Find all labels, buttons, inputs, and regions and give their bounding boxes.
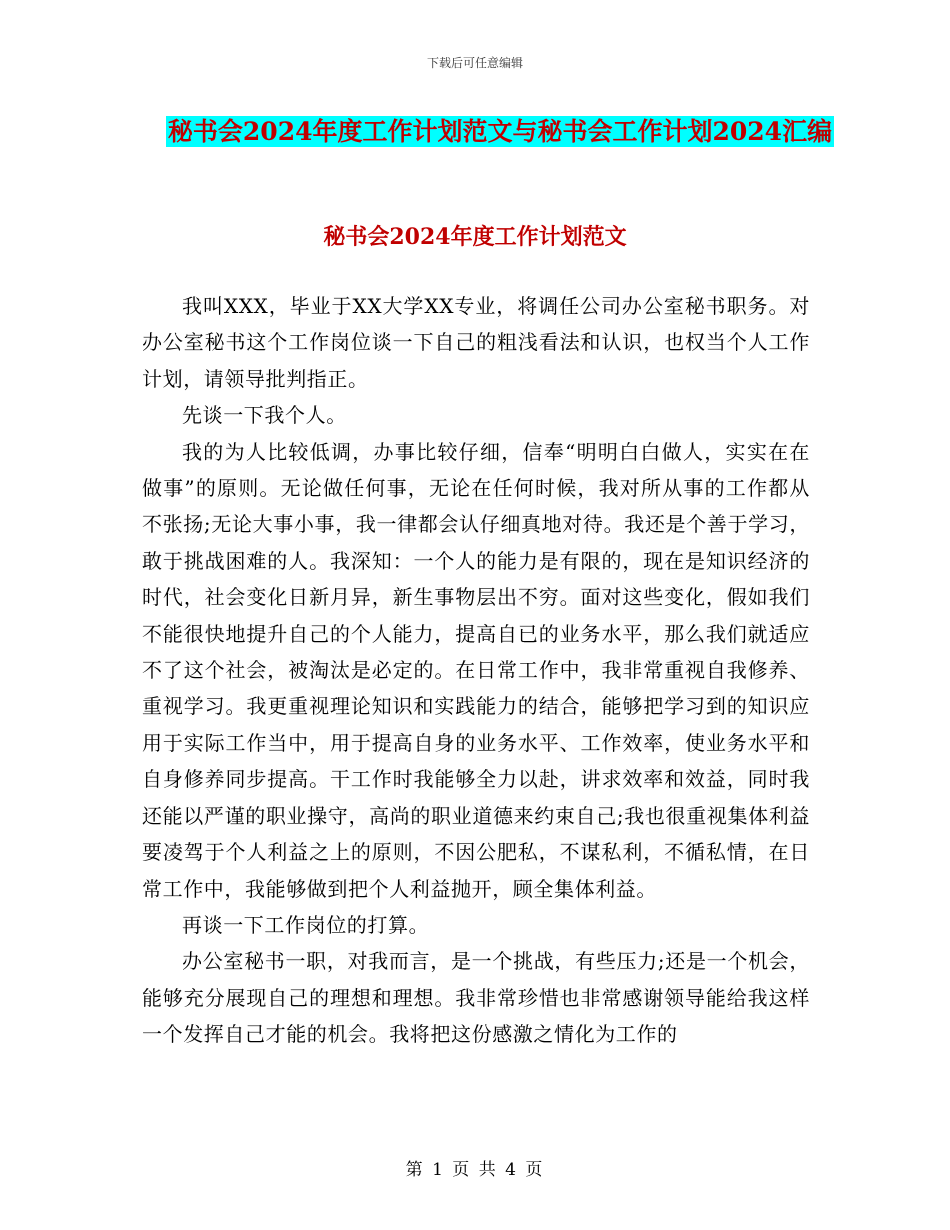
- document-body: [142, 288, 810, 1053]
- paragraph: 再谈一下工作岗位的打算。: [182, 912, 430, 937]
- paragraph: 我的为人比较低调，办事比较仔细，信奉“明明白白做人，实实在在做事”的原则。无论做任何事，无论在任何时候，我对所从事的工作都从不张扬;无论大事小事，我一律都会认仔细真地对待。我还是个善于学习，敢于挑战困难的人。我深知：一个人的能力是有限的，现在是知识经济的时代，社会变化日新月异，新生事物层出不穷。面对这些变化，假如我们不能很快地提升自己的个人能力，提高自已的业务水平，那么我们就适应不了这个社会，被淘汰是必定的。在日常工作中，我非常重视自我修养、重视学习。我更重视理论知识和实践能力的结合，能够把学习到的知识应用于实际工作当中，用于提高自身的业务水平、工作效率，使业务水平和自身修养同步提高。干工作时我能够全力以赴，讲求效率和效益，同时我还能以严谨的职业操守，高尚的职业道德来约束自己;我也很重视集体利益要凌驾于个人利益之上的原则，不因公肥私，不谋私利，不循私情，在日常工作中，我能够做到把个人利益抛开，顾全集体利益。: [142, 439, 810, 901]
- page-footer: 第 1 页 共 4 页: [405, 1160, 545, 1180]
- section-title: 秘书会2024年度工作计划范文: [323, 224, 627, 250]
- document-title: [150, 112, 850, 152]
- paragraph: 先谈一下我个人。: [182, 403, 347, 428]
- paragraph: 办公室秘书一职，对我而言，是一个挑战，有些压力;还是一个机会，能够充分展现自己的理想和理想。我非常珍惜也非常感谢领导能给我这样一个发挥自己才能的机会。我将把这份感激之情化为工作的: [142, 949, 810, 1047]
- document-title-text: 秘书会2024年度工作计划范文与秘书会工作计划2024汇编: [167, 117, 833, 146]
- header-note: 下载后可任意编辑: [426, 56, 523, 70]
- paragraph: 我叫XXX，毕业于XX大学XX专业，将调任公司办公室秘书职务。对办公室秘书这个工作岗位谈一下自己的粗浅看法和认识，也权当个人工作计划，请领导批判指正。: [142, 294, 810, 391]
